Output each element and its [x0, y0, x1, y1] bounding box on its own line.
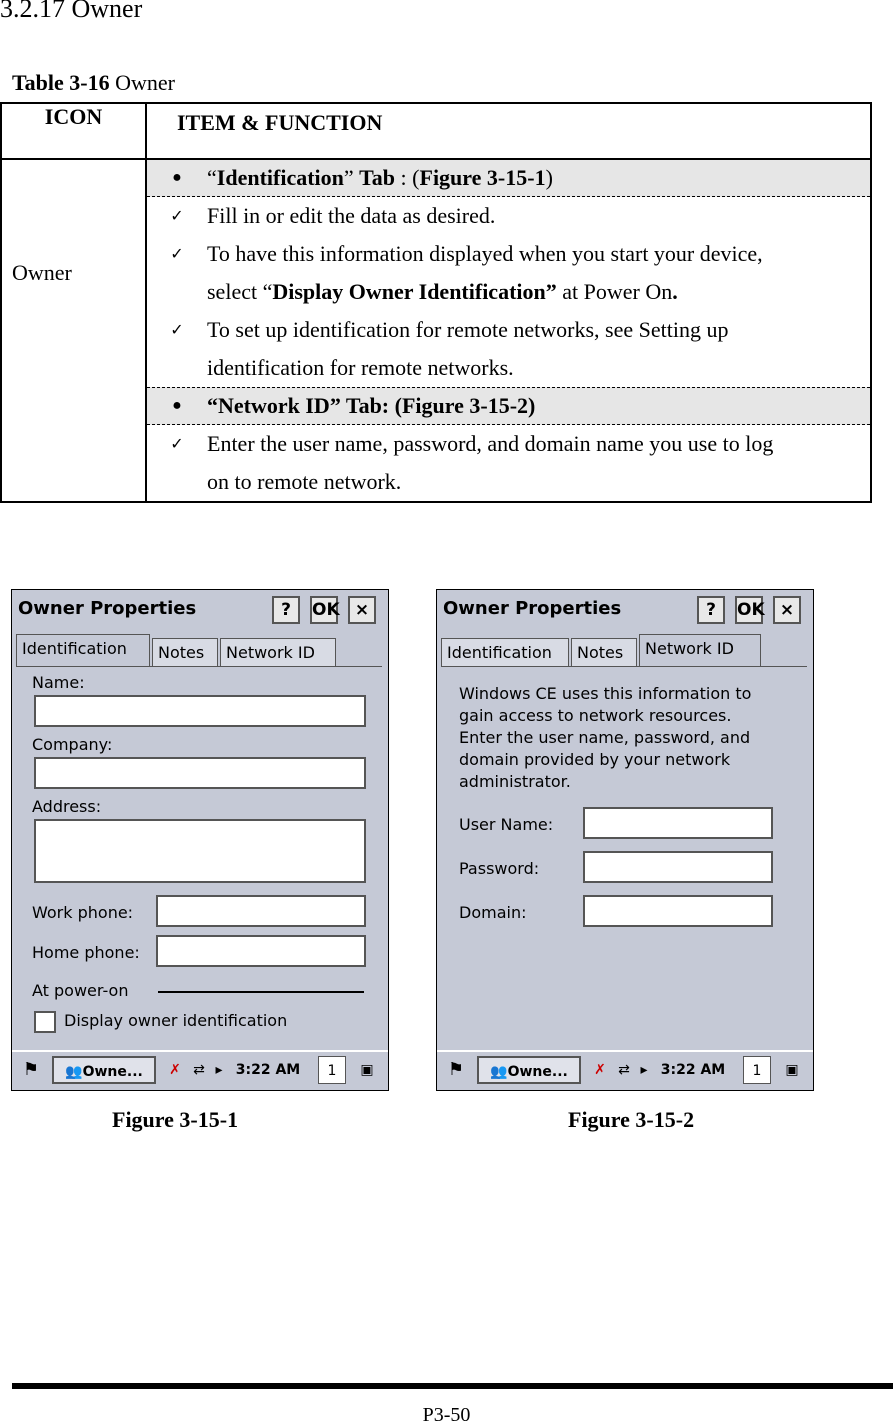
- address-label: Address:: [32, 797, 102, 816]
- owner-task-button[interactable]: 👥Owne...: [52, 1056, 156, 1084]
- desktop-icon[interactable]: ▣: [360, 1062, 374, 1078]
- window-title: Owner Properties: [443, 598, 622, 619]
- list-item: ✓ Fill in or edit the data as desired.: [147, 197, 870, 235]
- close-button[interactable]: ×: [773, 596, 801, 624]
- tab-notes[interactable]: Notes: [152, 638, 218, 666]
- tab-network-id[interactable]: Network ID: [220, 638, 336, 666]
- network-info-text: Windows CE uses this information to gain access to network resources. Enter the user name, password, and domain provided by your network administrator.: [459, 684, 752, 791]
- table-caption-text: Owner: [109, 70, 175, 95]
- list-item: ✓ Enter the user name, password, and domain name you use to log on to remote network.: [147, 425, 870, 501]
- list-item: ✓ To set up identification for remote networks, see Setting up identification for remote networks.: [147, 311, 870, 387]
- tab-identification[interactable]: Identification: [16, 634, 150, 667]
- home-phone-field[interactable]: [156, 935, 366, 967]
- help-button[interactable]: ?: [272, 596, 300, 624]
- company-field[interactable]: [34, 757, 366, 789]
- figure-caption-2: Figure 3-15-2: [568, 1107, 695, 1132]
- figure-caption-1: Figure 3-15-1: [112, 1107, 239, 1132]
- password-label: Password:: [459, 859, 540, 878]
- display-owner-label: Display owner identification: [64, 1011, 288, 1030]
- start-flag-icon[interactable]: ⚑: [22, 1059, 40, 1080]
- taskbar: [437, 1050, 813, 1090]
- table-caption: [12, 70, 175, 96]
- checkmark-icon: ✓: [170, 434, 184, 453]
- network-id-tab-row: [147, 387, 870, 425]
- owner-task-button[interactable]: 👥Owne...: [477, 1056, 581, 1084]
- home-phone-label: Home phone:: [32, 943, 140, 962]
- domain-field[interactable]: [583, 895, 773, 927]
- owner-people-icon: 👥: [65, 1064, 83, 1080]
- table-caption-number: Table 3-16: [12, 70, 110, 95]
- group-divider: [158, 991, 364, 993]
- display-owner-checkbox[interactable]: [34, 1011, 56, 1033]
- identification-tab-row: [147, 160, 870, 197]
- tab-network-id[interactable]: Network ID: [639, 634, 761, 667]
- ok-button[interactable]: OK: [310, 596, 338, 624]
- identification-panel: [16, 666, 382, 1047]
- at-power-on-label: At power-on: [32, 981, 129, 1000]
- close-button[interactable]: ×: [348, 596, 376, 624]
- arrow-icon[interactable]: ▸: [640, 1062, 648, 1078]
- name-label: Name:: [32, 673, 85, 692]
- ok-button[interactable]: OK: [735, 596, 763, 624]
- start-flag-icon[interactable]: ⚑: [447, 1059, 465, 1080]
- owner-properties-identification-window: [11, 589, 389, 1091]
- owner-cell: [1, 159, 146, 502]
- owner-table: [0, 102, 872, 503]
- clock[interactable]: 3:22 AM: [235, 1062, 301, 1078]
- section-title: 3.2.17 Owner: [0, 0, 143, 23]
- work-phone-field[interactable]: [156, 895, 366, 927]
- network-connection-icon[interactable]: ⇄: [618, 1062, 630, 1078]
- owner-people-icon: 👥: [490, 1064, 508, 1080]
- network-id-tab-heading: “Network ID” Tab: (Figure 3-15-2): [207, 393, 536, 418]
- user-name-label: User Name:: [459, 815, 554, 834]
- company-label: Company:: [32, 735, 113, 754]
- tab-notes[interactable]: Notes: [571, 638, 637, 666]
- titlebar: [12, 590, 388, 630]
- checkmark-icon: ✓: [170, 320, 184, 339]
- input-panel-icon[interactable]: 1: [743, 1056, 771, 1084]
- window-title: Owner Properties: [18, 598, 197, 619]
- work-phone-label: Work phone:: [32, 903, 134, 922]
- network-connection-icon[interactable]: ⇄: [193, 1062, 205, 1078]
- checkmark-icon: ✓: [170, 244, 184, 263]
- bullet-icon: ●: [172, 397, 182, 414]
- header-item-function: ITEM & FUNCTION: [146, 103, 871, 159]
- tab-identification[interactable]: Identification: [441, 638, 569, 666]
- arrow-icon[interactable]: ▸: [215, 1062, 223, 1078]
- network-disconnected-icon[interactable]: ✗: [594, 1062, 606, 1078]
- identification-tab-heading: “Identification” Tab : (Figure 3-15-1): [207, 165, 553, 190]
- owner-label: Owner: [12, 260, 72, 285]
- page-number: P3-50: [422, 1404, 471, 1426]
- taskbar: [12, 1050, 388, 1090]
- function-cell: [146, 159, 871, 502]
- user-name-field[interactable]: [583, 807, 773, 839]
- header-icon: ICON: [1, 103, 146, 159]
- network-disconnected-icon[interactable]: ✗: [169, 1062, 181, 1078]
- password-field[interactable]: [583, 851, 773, 883]
- footer-rule: [12, 1383, 893, 1389]
- network-id-panel: [441, 666, 807, 1047]
- name-field[interactable]: [34, 695, 366, 727]
- list-item: ✓ To have this information displayed when you start your device, select “Display Owner Identification” at Power On.: [147, 235, 870, 311]
- checkmark-icon: ✓: [170, 206, 184, 225]
- owner-properties-network-id-window: [436, 589, 814, 1091]
- input-panel-icon[interactable]: 1: [318, 1056, 346, 1084]
- desktop-icon[interactable]: ▣: [785, 1062, 799, 1078]
- address-field[interactable]: [34, 819, 366, 883]
- domain-label: Domain:: [459, 903, 527, 922]
- titlebar: [437, 590, 813, 630]
- help-button[interactable]: ?: [697, 596, 725, 624]
- clock[interactable]: 3:22 AM: [660, 1062, 726, 1078]
- bullet-icon: ●: [172, 169, 182, 186]
